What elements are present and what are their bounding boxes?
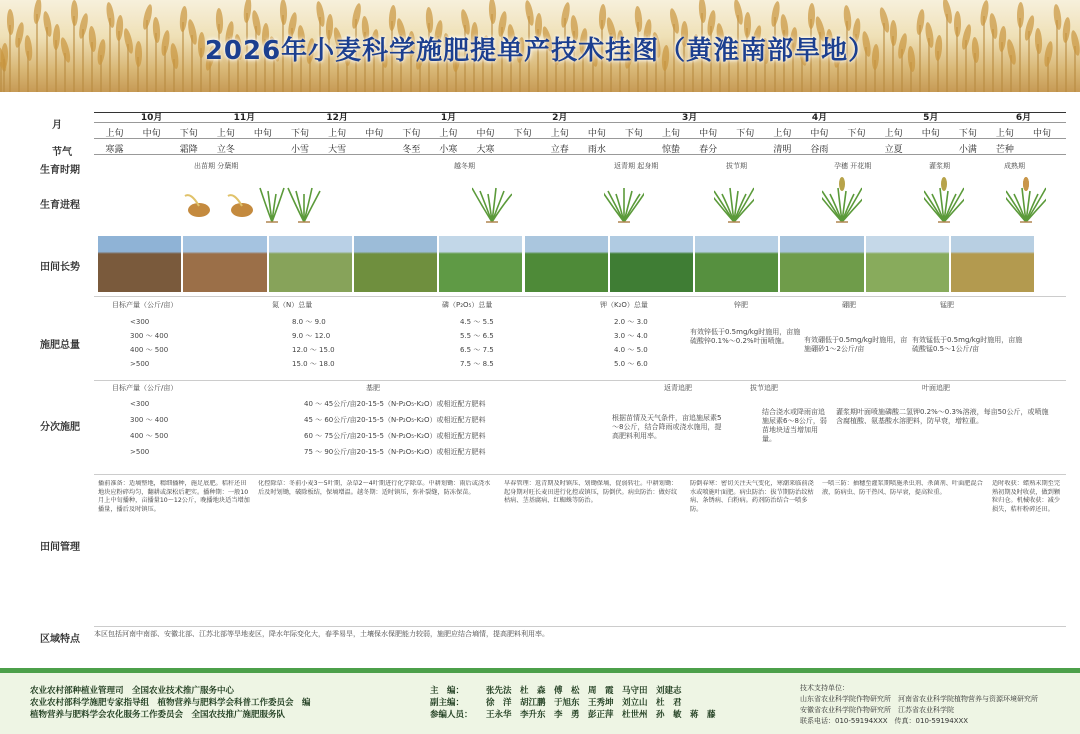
field-photo [525, 236, 608, 292]
solar-term: 谷雨 [810, 145, 829, 155]
month-6: 3月 [681, 113, 698, 123]
management-note: 一喷三防：抽穗至灌浆期喷施杀虫剂、杀菌剂、叶面肥混合液，防病虫、防干热风、防早衰，提高粒重。 [822, 480, 983, 496]
stage-label: 出苗期 分蘖期 [194, 162, 239, 170]
xun-cell: 中旬 [921, 129, 940, 139]
stage-label: 孕穗 开花期 [834, 162, 872, 170]
field-photo [439, 236, 522, 292]
contact-line: 山东省农业科学院作物研究所 河南省农业科学院植物营养与资源环境研究所 [800, 695, 1038, 703]
xun-cell: 下旬 [291, 129, 310, 139]
wheat-ear [979, 0, 990, 26]
row-label-region: 区域特点 [40, 634, 80, 645]
total-cell: 15.0 ～ 18.0 [292, 360, 335, 368]
manganese-note: 有效锰低于0.5mg/kg时施用，亩施硫酸锰0.5～1公斤/亩 [912, 336, 1023, 353]
month-7: 4月 [811, 113, 828, 123]
field-photo [98, 236, 181, 292]
wheat-plant-icon [822, 176, 862, 226]
wheat-ear [698, 0, 707, 23]
xun-cell: 下旬 [179, 129, 198, 139]
total-cell: 400 ～ 500 [130, 346, 169, 354]
solar-term: 立夏 [884, 145, 903, 155]
total-header-zn: 锌肥 [734, 301, 748, 309]
wheat-ear [732, 0, 744, 25]
solar-term: 霜降 [179, 145, 198, 155]
xun-cell: 下旬 [736, 129, 755, 139]
solar-term: 小雪 [291, 145, 310, 155]
total-cell: 12.0 ～ 15.0 [292, 346, 335, 354]
field-photo [695, 236, 778, 292]
solar-term: 春分 [699, 145, 718, 155]
total-cell: 9.0 ～ 12.0 [292, 332, 331, 340]
xun-cell: 上旬 [662, 129, 681, 139]
xun-cell: 上旬 [216, 129, 235, 139]
bajie-note: 结合浇水或降雨亩追施尿素6～8公斤，弱苗地块适当增加用量。 [762, 408, 827, 443]
stage-label: 返青期 起身期 [614, 162, 659, 170]
total-header-p: 磷（P₂O₅）总量 [442, 301, 493, 309]
wheat-ear [105, 2, 116, 29]
field-photo [269, 236, 352, 292]
field-photo [354, 236, 437, 292]
solar-term: 大雪 [328, 145, 347, 155]
region-text: 本区包括河南中南部、安徽北部、江苏北部等旱地麦区，降水年际变化大，春季易旱，土壤保水保肥能力较弱，施肥应结合墒情，提高肥料利用率。 [94, 630, 549, 638]
wheat-ear [388, 5, 397, 31]
row-label-total: 施肥总量 [40, 340, 80, 351]
split-base: 60 ～ 75公斤/亩20-15-5（N-P₂O₅-K₂O）或相近配方肥料 [304, 432, 486, 440]
xun-cell: 中旬 [253, 129, 272, 139]
wheat-ear [1017, 2, 1024, 28]
stage-label: 成熟期 [1004, 162, 1025, 170]
wheat-ear [634, 6, 643, 33]
zinc-note: 有效锌低于0.5mg/kg时施用，亩施硫酸锌0.1%～0.2%叶面喷施。 [690, 328, 801, 345]
editor-names: 王永华 李升东 李 勇 彭正萍 杜世州 孙 敏 蒋 藤 [486, 710, 716, 720]
solar-term: 芒种 [995, 145, 1014, 155]
month-8: 5月 [923, 113, 939, 123]
month-3: 12月 [326, 113, 348, 123]
editor-names: 张先法 杜 森 傅 松 周 霞 马守田 刘建志 [486, 686, 682, 696]
management-note: 防倒春寒：密切关注天气变化，寒潮来临前浇水或喷施叶面肥。病虫防治：拔节期防治纹枯病、条锈病、白粉病。药剂防治结合一喷多防。 [690, 480, 814, 513]
total-header-k: 钾（K₂O）总量 [600, 301, 648, 309]
xun-cell: 中旬 [810, 129, 829, 139]
footer-org: 农业农村部种植业管理司 全国农业技术推广服务中心 [30, 686, 235, 696]
row-label-month: 月 [52, 120, 62, 131]
xun-cell: 上旬 [439, 129, 458, 139]
field-photo [183, 236, 266, 292]
wheat-plant-icon [714, 176, 754, 226]
split-header-bajie: 拔节追肥 [750, 384, 778, 392]
page-title: 2026年小麦科学施肥提单产技术挂图（黄淮南部旱地） [204, 36, 876, 66]
total-cell: 7.5 ～ 8.5 [460, 360, 494, 368]
stage-label: 越冬期 [454, 162, 475, 170]
xun-cell: 上旬 [105, 129, 124, 139]
wheat-plant-icon [472, 176, 512, 226]
footer [0, 668, 1080, 734]
split-header-base: 基肥 [366, 384, 380, 392]
xun-cell: 上旬 [884, 129, 903, 139]
seed-icon [179, 176, 219, 226]
wheat-ear [1052, 4, 1062, 31]
month-1: 10月 [140, 113, 163, 123]
solar-term: 冬至 [402, 145, 421, 155]
total-cell: 2.0 ～ 3.0 [614, 318, 648, 326]
row-label-field: 田间长势 [40, 262, 80, 273]
xun-cell: 下旬 [513, 129, 532, 139]
split-header-yield: 目标产量（公斤/亩） [112, 384, 178, 392]
xun-cell: 下旬 [402, 129, 421, 139]
total-header-b: 硼肥 [842, 301, 856, 309]
split-header-yemian: 叶面追肥 [922, 384, 950, 392]
stage-label: 灌浆期 [929, 162, 950, 170]
stage-label: 拔节期 [726, 162, 747, 170]
field-photo [866, 236, 949, 292]
xun-cell: 上旬 [773, 129, 792, 139]
xun-cell: 中旬 [699, 129, 718, 139]
chart-sheet [14, 96, 1066, 652]
xun-cell: 中旬 [587, 129, 606, 139]
wheat-ear [179, 6, 188, 33]
editor-key: 副主编： [430, 698, 465, 708]
row-label-split: 分次施肥 [40, 422, 80, 433]
solar-term: 雨水 [587, 145, 606, 155]
field-photo [780, 236, 863, 292]
wheat-ear [489, 0, 497, 24]
total-header-yield: 目标产量（公斤/亩） [112, 301, 178, 309]
solar-term: 立春 [550, 145, 569, 155]
contact-line: 联系电话：010-59194XXX 传真：010-59194XXX [800, 717, 969, 725]
management-note: 化控除草：冬前小麦3～5叶期，杂草2～4叶期进行化学除草。中耕划锄：雨后或浇水后及时划锄，破除板结，保墒增温。越冬期：适时镇压，弥补裂缝，防冻保苗。 [258, 480, 491, 496]
split-base: 75 ～ 90公斤/亩20-15-5（N-P₂O₅-K₂O）或相近配方肥料 [304, 448, 486, 456]
row-label-jieqi: 节气 [52, 147, 72, 158]
boron-note: 有效硼低于0.5mg/kg时施用，亩施硼砂1～2公斤/亩 [804, 336, 908, 353]
split-base: 40 ～ 45公斤/亩20-15-5（N-P₂O₅-K₂O）或相近配方肥料 [304, 400, 486, 408]
total-cell: >500 [130, 360, 150, 368]
split-yield: 300 ～ 400 [130, 416, 169, 424]
month-2: 11月 [233, 113, 256, 123]
xun-cell: 中旬 [1033, 129, 1052, 139]
xun-cell: 下旬 [847, 129, 866, 139]
footer-org: 农业农村部科学施肥专家指导组 植物营养与肥料学会科普工作委员会 编 [30, 698, 311, 708]
split-yield: >500 [130, 448, 150, 456]
wheat-ear [141, 4, 154, 31]
wheat-ear [242, 0, 252, 23]
management-note: 早春管理：返青期及时镇压、划锄保墒，促弱转壮。中耕划锄：起身期对旺长麦田进行化控或镇压，防倒伏。病虫防治：做好纹枯病、茎基腐病、红蜘蛛等防治。 [504, 480, 678, 505]
total-cell: 5.0 ～ 6.0 [614, 360, 648, 368]
contact-line: 技术支持单位： [800, 684, 849, 692]
wheat-ear [280, 0, 288, 25]
wheat-ear [942, 0, 955, 24]
wheat-ear [807, 3, 815, 29]
xun-cell: 上旬 [328, 129, 347, 139]
xun-cell: 上旬 [995, 129, 1014, 139]
contact-line: 安徽省农业科学院作物研究所 江苏省农业科学院 [800, 706, 954, 714]
xun-cell: 中旬 [142, 129, 161, 139]
editor-names: 徐 洋 胡江鹏 于旭东 王秀坤 刘立山 杜 君 [486, 698, 682, 708]
wheat-plant-icon [604, 176, 644, 226]
month-4: 1月 [440, 113, 457, 123]
solar-term: 小寒 [439, 145, 458, 155]
xun-cell: 下旬 [624, 129, 643, 139]
total-cell: <300 [130, 318, 150, 326]
row-label-manage: 田间管理 [40, 542, 80, 553]
total-cell: 8.0 ～ 9.0 [292, 318, 326, 326]
solar-term: 小满 [958, 145, 977, 155]
solar-term: 大寒 [476, 145, 495, 155]
field-photo [610, 236, 693, 292]
solar-term: 惊蛰 [662, 145, 681, 155]
total-header-n: 氮（N）总量 [272, 301, 313, 309]
wheat-ear [350, 3, 362, 30]
xun-cell: 上旬 [550, 129, 569, 139]
month-5: 2月 [552, 113, 568, 123]
split-header-fanqing: 返青追肥 [664, 384, 692, 392]
row-label-process: 生育进程 [40, 200, 80, 211]
editor-key: 参编人员： [430, 710, 473, 720]
management-note: 适时收获：蜡熟末期至完熟初期及时收获，做到颗粒归仓。机械收获：减少损失，秸秆粉碎还田。 [992, 480, 1061, 513]
wheat-ear [71, 0, 78, 26]
xun-cell: 下旬 [958, 129, 977, 139]
xun-cell: 中旬 [365, 129, 384, 139]
yemian-note: 灌浆期叶面喷施磷酸二氢钾0.2%～0.3%溶液，每亩50公斤，或喷施含腐植酸、氨基酸水溶肥料，防早衰，增粒重。 [836, 408, 1049, 425]
wheat-ear [598, 4, 606, 30]
wheat-plant-icon [924, 176, 964, 226]
solar-term: 立冬 [216, 145, 235, 155]
wheat-plant-icon [1006, 176, 1046, 226]
footer-org: 植物营养与肥料学会农化服务工作委员会 全国农技推广施肥服务队 [30, 710, 286, 720]
wheat-ear [769, 1, 780, 28]
editor-key: 主 编： [430, 686, 465, 696]
wheat-ear [33, 0, 43, 24]
month-9: 6月 [1015, 113, 1032, 123]
total-cell: 6.5 ～ 7.5 [460, 346, 494, 354]
wheat-ear [523, 0, 535, 26]
wheat-plant-icon [284, 176, 324, 226]
split-yield: <300 [130, 400, 150, 408]
solar-term: 清明 [773, 145, 792, 155]
fanqing-note: 根据苗情及天气条件，亩追施尿素5～8公斤，结合降雨或浇水施用，提高肥料利用率。 [612, 414, 722, 440]
total-cell: 4.5 ～ 5.5 [460, 318, 494, 326]
split-yield: 400 ～ 500 [130, 432, 169, 440]
total-cell: 4.0 ～ 5.0 [614, 346, 648, 354]
row-label-period: 生育时期 [40, 165, 80, 176]
wheat-ear [843, 5, 853, 32]
wheat-ear [314, 1, 325, 28]
solar-term: 寒露 [105, 145, 124, 155]
split-base: 45 ～ 60公斤/亩20-15-5（N-P₂O₅-K₂O）或相近配方肥料 [304, 416, 486, 424]
total-header-mn: 锰肥 [940, 301, 954, 309]
total-cell: 5.5 ～ 6.5 [460, 332, 494, 340]
field-photo [951, 236, 1034, 292]
total-cell: 300 ～ 400 [130, 332, 169, 340]
xun-cell: 中旬 [476, 129, 495, 139]
total-cell: 3.0 ～ 4.0 [614, 332, 648, 340]
management-note: 播前准备：适墒整地，精细播种，施足底肥。秸秆还田地块应粉碎均匀，翻耕或深松后耙实。播种期：一般10月上中旬播种，亩播量10～12公斤，晚播地块适当增加播量，播后及时镇压。 [98, 480, 250, 513]
